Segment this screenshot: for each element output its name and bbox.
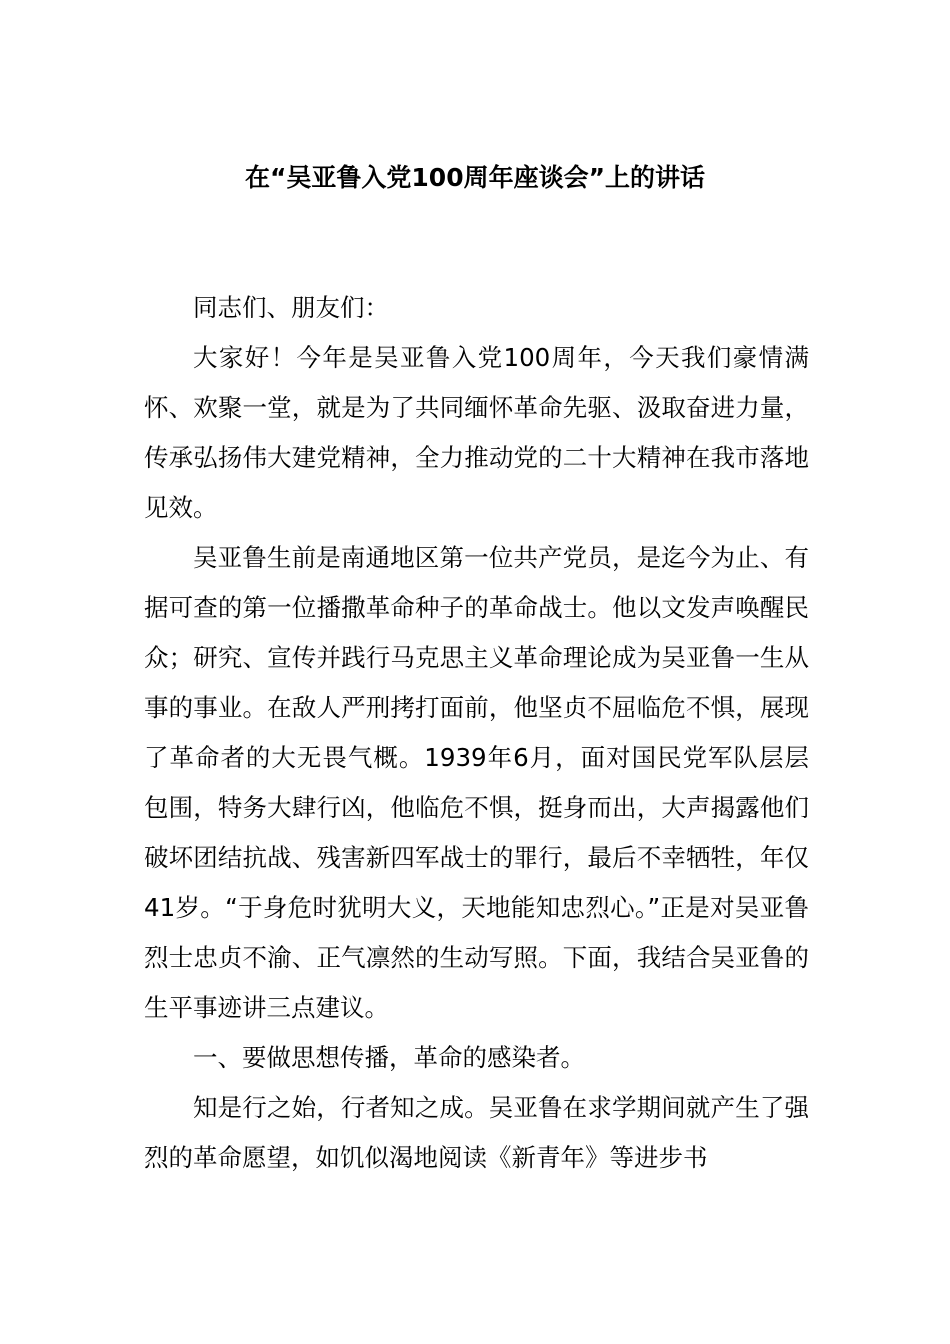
document-title: 在“吴亚鲁入党100周年座谈会”上的讲话 (244, 163, 706, 192)
section-heading-one: 一、要做思想传播，革命的感染者。 (193, 1043, 585, 1072)
section-one-paragraph: 知是行之始，行者知之成。吴亚鲁在求学期间就产生了强烈的革命愿望，如饥似渴地阅读《新青年》等进步书 (144, 1093, 809, 1172)
opening-paragraph: 大家好！今年是吴亚鲁入党100周年，今天我们豪情满怀、欢聚一堂，就是为了共同缅怀革命先驱、汲取奋进力量，传承弘扬伟大建党精神，全力推动党的二十大精神在我市落地见效。 (144, 343, 809, 522)
salutation-paragraph: 同志们、朋友们： (193, 293, 389, 322)
document-body (144, 283, 809, 1183)
biography-paragraph: 吴亚鲁生前是南通地区第一位共产党员，是迄今为止、有据可查的第一位播撒革命种子的革命战士。他以文发声唤醒民众；研究、宣传并践行马克思主义革命理论成为吴亚鲁一生从事的事业。在敌人严刑拷打面前，他坚贞不屈临危不惧，展现了革命者的大无畏气概。1939年6月，面对国民党军队层层包围，特务大肆行凶，他临危不惧，挺身而出，大声揭露他们破坏团结抗战、残害新四军战士的罪行，最后不幸牺牲，年仅41岁。“于身危时犹明大义，天地能知忠烈心。”正是对吴亚鲁烈士忠贞不渝、正气凛然的生动写照。下面，我结合吴亚鲁的生平事迹讲三点建议。 (144, 543, 809, 1022)
